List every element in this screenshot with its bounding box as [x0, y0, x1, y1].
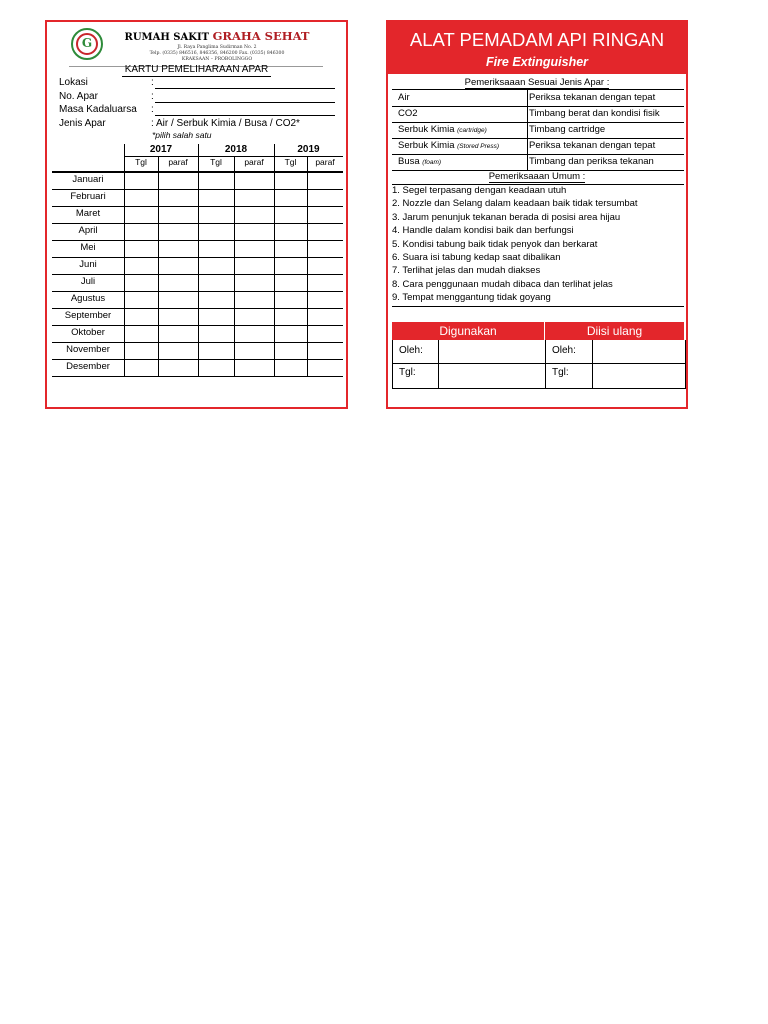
general-inspection-item: 5. Kondisi tabung baik tidak penyok dan berkarat — [392, 238, 598, 250]
general-inspection-item: 3. Jarum penunjuk tekanan berada di posisi area hijau — [392, 211, 621, 223]
divider — [392, 306, 684, 307]
type-inspection-row — [392, 154, 684, 171]
year-header: 2018 — [224, 144, 248, 155]
hospital-phone: Telp. (0335) 846516, 846356, 846200 Fax. (0335) 846300 — [149, 51, 285, 56]
date-header: Tgl — [284, 157, 297, 167]
field-blank-line — [155, 102, 335, 103]
type-inspection-row — [392, 90, 684, 107]
type-inspection-row — [392, 138, 684, 155]
type-note: (Stored Press) — [457, 143, 500, 150]
inspection-action: Timbang dan periksa tekanan — [529, 156, 654, 167]
type-name: Serbuk Kimia — [398, 140, 455, 151]
selection-note: *pilih salah satu — [152, 130, 212, 140]
card-title: KARTU PEMELIHARAAN APAR — [47, 64, 346, 77]
hospital-logo-icon: G — [71, 28, 103, 60]
month-label: April — [78, 225, 98, 236]
field-row — [59, 91, 349, 104]
field-label: Masa Kadaluarsa — [59, 104, 137, 115]
signature-table — [392, 340, 686, 389]
field-value: : — [151, 77, 154, 88]
year-header: 2017 — [149, 144, 173, 155]
refilled-label: Diisi ulang — [586, 324, 643, 338]
grid-line — [274, 144, 275, 377]
type-note: (cartridge) — [457, 127, 487, 134]
field-blank-line — [155, 88, 335, 89]
type-name: CO2 — [398, 108, 418, 119]
field-row — [59, 104, 349, 117]
month-label: Agustus — [70, 293, 106, 304]
column-divider — [527, 138, 528, 154]
month-label: Desember — [66, 361, 110, 372]
type-note: (foam) — [422, 159, 442, 166]
inspection-action: Periksa tekanan dengan tepat — [529, 140, 656, 151]
field-row — [59, 77, 349, 90]
signature-header: paraf — [168, 157, 188, 167]
field-row — [59, 118, 349, 131]
extinguisher-type — [398, 124, 487, 135]
field-value: : Air / Serbuk Kimia / Busa / CO2* — [151, 117, 300, 129]
inspection-action: Periksa tekanan dengan tepat — [529, 92, 656, 103]
signature-header: paraf — [315, 157, 335, 167]
field-value: : — [151, 104, 154, 115]
grid-line — [158, 157, 159, 377]
general-inspection-item: 7. Terlihat jelas dan mudah diakses — [392, 265, 541, 277]
grid-line — [234, 157, 235, 377]
month-label: Mei — [80, 242, 96, 253]
type-name: Air — [398, 92, 410, 103]
type-inspection-title: Pemeriksaaan Sesuai Jenis Apar : — [464, 77, 610, 88]
month-label: Maret — [75, 208, 101, 219]
inspection-action: Timbang berat dan kondisi fisik — [529, 108, 660, 119]
type-inspection-table — [392, 89, 684, 171]
date-header: Tgl — [135, 157, 147, 167]
hospital-city: KRAKSAAN – PROBOLINGGO — [181, 57, 253, 62]
used-label: Digunakan — [439, 324, 497, 338]
general-inspection-item: 4. Handle dalam kondisi baik dan berfungsi — [392, 225, 574, 237]
year-header: 2019 — [297, 144, 320, 155]
month-label: November — [66, 344, 110, 355]
grid-line — [307, 157, 308, 377]
type-inspection-row — [392, 106, 684, 123]
date-header: Tgl — [210, 157, 222, 167]
hospital-header — [69, 26, 323, 67]
month-label: Juli — [80, 276, 96, 287]
type-name: Busa — [398, 156, 420, 167]
field-label: No. Apar — [59, 90, 98, 102]
extinguisher-type — [398, 140, 499, 151]
extinguisher-type — [398, 108, 418, 119]
type-name: Serbuk Kimia — [398, 124, 455, 135]
signature-header: paraf — [244, 157, 264, 167]
general-inspection-item: 2. Nozzle dan Selang dalam keadaan baik tidak tersumbat — [392, 198, 638, 210]
general-inspection-item: 9. Tempat menggantung tidak goyang — [392, 292, 551, 304]
month-label: September — [64, 310, 112, 321]
used-by-label: Oleh: — [399, 345, 423, 356]
maintenance-schedule-table — [52, 141, 343, 377]
refilled-date-label: Tgl: — [552, 367, 569, 378]
column-divider — [527, 90, 528, 106]
hospital-address: Jl. Raya Panglima Sudirman No. 2 — [177, 45, 257, 50]
maintenance-card — [45, 20, 348, 409]
type-inspection-row — [392, 122, 684, 139]
column-divider — [527, 154, 528, 170]
used-date-label: Tgl: — [399, 367, 416, 378]
extinguisher-type — [398, 92, 410, 103]
field-value: : — [151, 90, 154, 102]
column-divider — [527, 122, 528, 138]
label-title: ALAT PEMADAM API RINGAN — [409, 29, 665, 50]
extinguisher-type — [398, 156, 441, 167]
bar-divider — [544, 322, 545, 340]
general-inspection-item: 6. Suara isi tabung kedap saat dibalikan — [392, 252, 561, 263]
divider — [392, 184, 684, 185]
label-header — [388, 22, 686, 74]
hospital-name: RUMAH SAKIT GRAHA SEHAT — [124, 29, 310, 43]
field-blank-line — [155, 115, 335, 116]
grid-line — [124, 144, 125, 377]
column-divider — [527, 106, 528, 122]
usage-header-bar — [392, 322, 684, 340]
inspection-action: Timbang cartridge — [529, 124, 606, 135]
general-inspection-item: 1. Segel terpasang dengan keadaan utuh — [392, 185, 567, 196]
grid-line — [198, 144, 199, 377]
month-label: Oktober — [71, 327, 105, 338]
field-label: Jenis Apar — [59, 117, 106, 129]
extinguisher-label — [386, 20, 688, 409]
month-label: Juni — [79, 259, 97, 270]
month-label: Februari — [70, 191, 106, 202]
general-inspection-item: 8. Cara penggunaan mudah dibaca dan terlihat jelas — [392, 278, 613, 290]
refilled-by-label: Oleh: — [552, 345, 576, 356]
month-label: Januari — [72, 174, 104, 185]
general-inspection-title: Pemeriksaaan Umum : — [488, 171, 586, 182]
label-subtitle: Fire Extinguisher — [485, 55, 589, 69]
field-label: Lokasi — [59, 77, 88, 88]
